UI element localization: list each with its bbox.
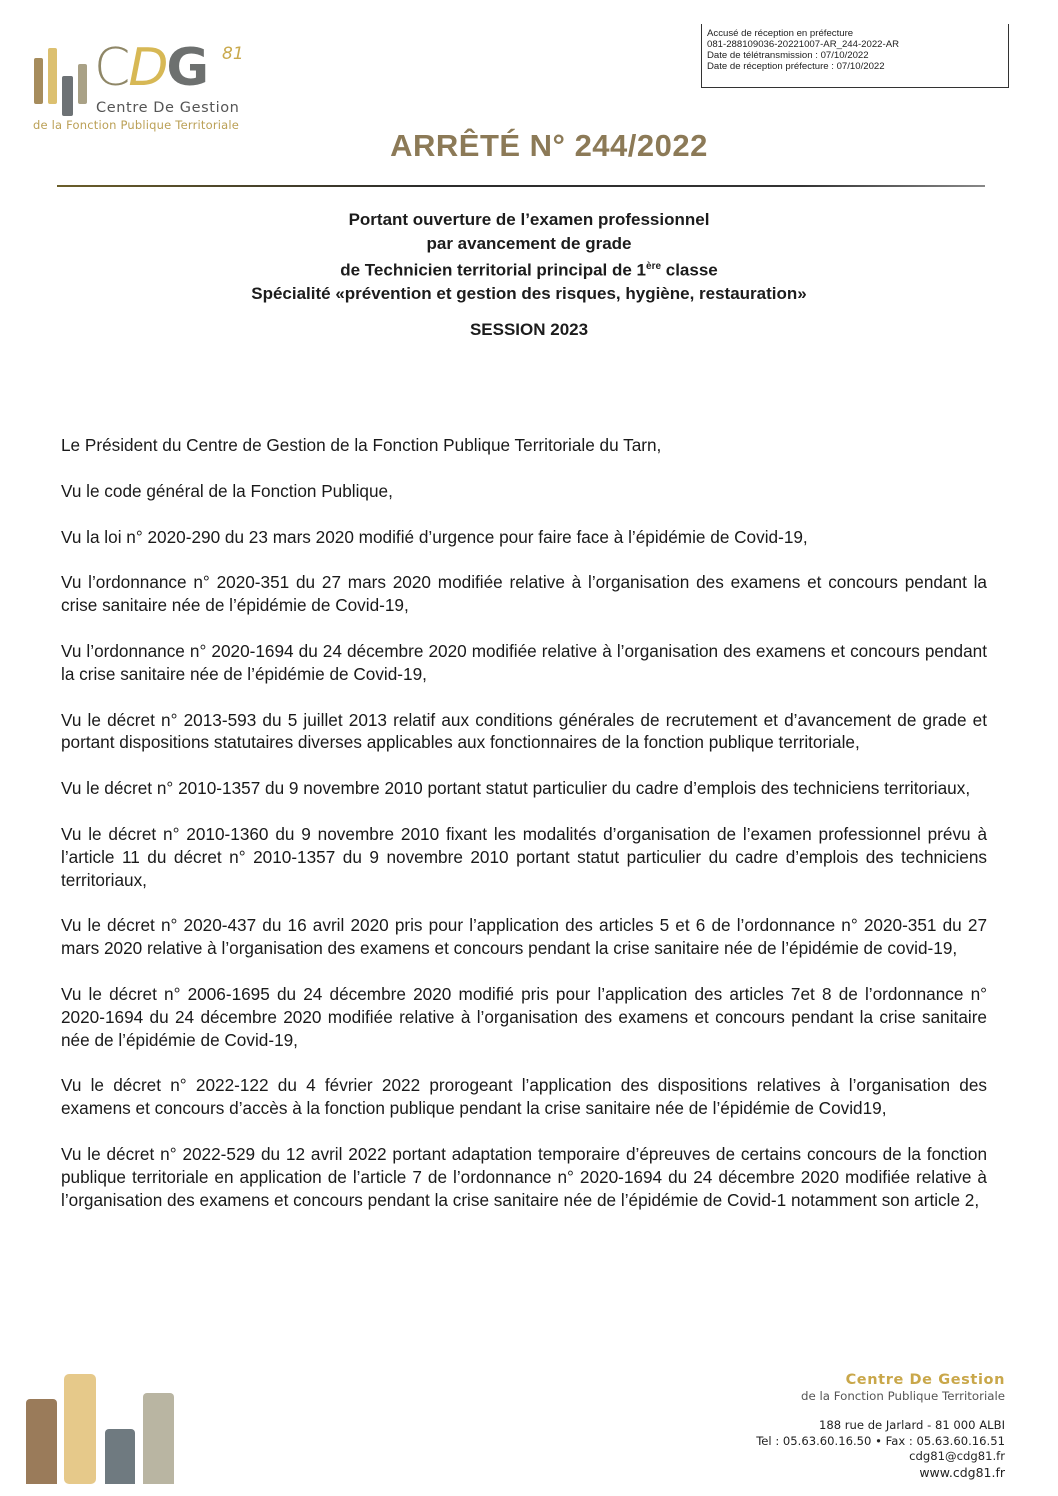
footer-phone-fax: Tel : 05.63.60.16.50 • Fax : 05.63.60.16.51 (756, 1433, 1005, 1448)
cdg81-logo (30, 40, 260, 135)
footer-address: 188 rue de Jarlard - 81 000 ALBI (818, 1418, 1005, 1432)
paragraph: Vu le décret n° 2006-1695 du 24 décembre 2020 modifié pris pour l’application des articles 7et 8 de l’ordonnance n° 2020-1694 du 24 décembre 2020 modifiée relative à l’organisation des examens et concours pendant la crise sanitaire née de l’épidémie de Covid-19, (61, 983, 987, 1050)
paragraph: Vu le décret n° 2013-593 du 5 juillet 2013 relatif aux conditions générales de recrutement et d’avancement de grade et portant dispositions statutaires diverses applicables aux fonctionnaires de la fonction publique territoriale, (61, 709, 987, 753)
paragraph: Vu l’ordonnance n° 2020-1694 du 24 décembre 2020 modifiée relative à l’organisation des examens et concours pendant la crise sanitaire née de l’épidémie de Covid-19, (61, 640, 987, 684)
paragraph: Vu le décret n° 2020-437 du 16 avril 2020 pris pour l’application des articles 5 et 6 de l’ordonnance n° 2020-351 du 27 mars 2020 relative à l’organisation des examens et concours pendant la crise sanitaire née de l’épidémie de covid-19, (61, 915, 987, 959)
footer-org-name: Centre De Gestion (845, 1372, 1005, 1388)
prefecture-receipt-stamp (701, 24, 1009, 88)
paragraph: Vu la loi n° 2020-290 du 23 mars 2020 modifié d’urgence pour faire face à l’épidémie de Covid-19, (61, 526, 808, 547)
document-subtitle: Portant ouverture de l’examen professionnel par avancement de grade de Technicien territorial principal de 1ère classe Spécialité «prévention et gestion des risques, hygiène, restauration» (251, 210, 807, 304)
footer-email[interactable]: cdg81@cdg81.fr (909, 1449, 1005, 1463)
footer-contact (756, 1372, 1005, 1480)
stamp-line: 081-288109036-20221007-AR_244-2022-AR (707, 39, 900, 50)
paragraph: Vu l’ordonnance n° 2020-351 du 27 mars 2020 modifiée relative à l’organisation des examens et concours pendant la crise sanitaire née de l’épidémie de Covid-19, (61, 572, 987, 616)
footer-website[interactable]: www.cdg81.fr (919, 1464, 1005, 1480)
document-title: ARRÊTÉ N° 244/2022 (390, 128, 708, 163)
paragraph: Vu le décret n° 2010-1357 du 9 novembre 2010 portant statut particulier du cadre d’emplois des techniciens territoriaux, (61, 778, 971, 799)
title-divider (57, 185, 985, 187)
logo-org-name: Centre De Gestion (96, 100, 240, 116)
paragraph: Vu le code général de la Fonction Publique, (61, 480, 393, 501)
paragraph: Vu le décret n° 2022-122 du 4 février 2022 prorogeant l’application des dispositions relatives à l’organisation des examens et concours d’accès à la fonction publique pendant la crise sanitaire née de l’épidémie de Covid19, (61, 1075, 987, 1119)
logo-wordmark: CDG (94, 38, 208, 98)
paragraph: Vu le décret n° 2022-529 du 12 avril 2022 portant adaptation temporaire d’épreuves de certains concours de la fonction publique territoriale en application de l’article 7 de l’ordonnance n° 2020-1694 du 24 décembre 2020 modifiée relative à l’organisation des examens et concours pendant la crise sanitaire née de l’épidémie de Covid-1 notamment son article 2, (61, 1143, 987, 1210)
paragraph: Vu le décret n° 2010-1360 du 9 novembre 2010 fixant les modalités d’organisation de l’examen professionnel prévu à l’article 11 du décret n° 2010-1357 du 9 novembre 2010 portant statut particulier du cadre d’emplois des techniciens territoriaux, (61, 823, 987, 890)
stamp-line: Date de réception préfecture : 07/10/2022 (707, 61, 885, 72)
session-label: SESSION 2023 (469, 320, 589, 339)
footer-bars-icon (24, 1370, 174, 1484)
document-body (61, 434, 987, 1234)
logo-org-subtitle: de la Fonction Publique Territoriale (33, 118, 240, 132)
stamp-line: Accusé de réception en préfecture (707, 28, 854, 39)
footer-org-subtitle: de la Fonction Publique Territoriale (800, 1389, 1005, 1403)
paragraph: Le Président du Centre de Gestion de la Fonction Publique Territoriale du Tarn, (61, 435, 662, 455)
logo-superscript: 81 (222, 44, 244, 64)
stamp-line: Date de télétransmission : 07/10/2022 (707, 50, 869, 61)
